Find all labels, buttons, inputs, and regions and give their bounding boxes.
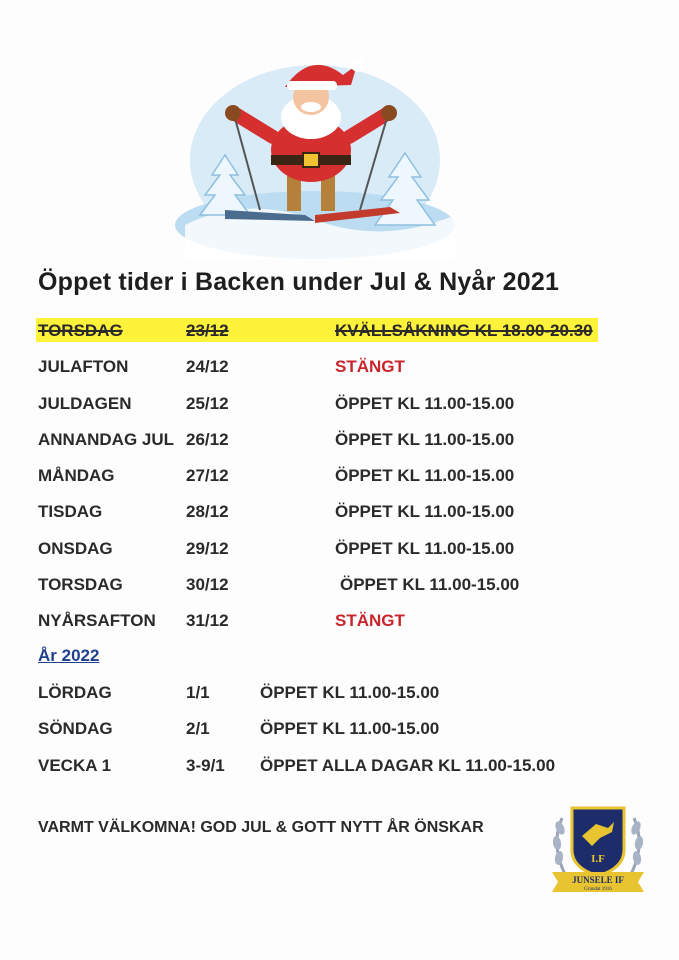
schedule-row (0, 572, 679, 598)
status-label: ÖPPET KL 11.00-15.00 (260, 719, 440, 738)
date-label: 3-9/1 (186, 756, 225, 775)
crest-founded: Grundat 1916 (584, 887, 612, 892)
date-label: 29/12 (186, 539, 229, 558)
day-label: NYÅRSAFTON (38, 611, 156, 630)
schedule-row (0, 499, 679, 525)
day-label: ANNANDAG JUL (38, 430, 174, 449)
junsele-if-crest (548, 798, 648, 902)
status-label: ÖPPET KL 11.00-15.00 (335, 430, 515, 449)
crest-initials: I.F (591, 853, 605, 865)
status-label: ÖPPET KL 11.00-15.00 (335, 539, 515, 558)
schedule-row (0, 753, 679, 779)
day-label: LÖRDAG (38, 683, 112, 702)
schedule-row (0, 536, 679, 562)
schedule-row (0, 680, 679, 706)
schedule-row (0, 716, 679, 742)
date-label: 27/12 (186, 466, 229, 485)
status-label: ÖPPET KL 11.00-15.00 (340, 575, 520, 594)
day-label: SÖNDAG (38, 719, 113, 738)
status-closed: STÄNGT (335, 357, 405, 376)
schedule-row (0, 463, 679, 489)
santa-skiing-illustration (165, 45, 465, 260)
day-label: MÅNDAG (38, 466, 115, 485)
day-label: ONSDAG (38, 539, 113, 558)
greeting-text: VARMT VÄLKOMNA! GOD JUL & GOTT NYTT ÅR ÖNSKAR (38, 819, 484, 836)
date-label: 31/12 (186, 611, 229, 630)
schedule-row (0, 354, 679, 380)
year-heading: År 2022 (38, 646, 100, 665)
crest-name: JUNSELE IF (572, 875, 624, 885)
date-label: 30/12 (186, 575, 229, 594)
date-label: 25/12 (186, 394, 229, 413)
status-label: ÖPPET ALLA DAGAR KL 11.00-15.00 (260, 756, 556, 775)
date-label: 28/12 (186, 502, 229, 521)
day-label: TISDAG (38, 502, 103, 521)
status-label: ÖPPET KL 11.00-15.00 (335, 394, 515, 413)
date-label: 26/12 (186, 430, 229, 449)
schedule-row (0, 427, 679, 453)
date-label: 23/12 (186, 321, 229, 340)
date-label: 2/1 (186, 719, 210, 738)
schedule-row (0, 318, 679, 344)
page-title: Öppet tider i Backen under Jul & Nyår 2021 (38, 268, 560, 296)
status-label: ÖPPET KL 11.00-15.00 (335, 466, 515, 485)
status-label: KVÄLLSÅKNING KL 18.00-20.30 (335, 321, 593, 340)
schedule-row (0, 391, 679, 417)
day-label: JULAFTON (38, 357, 129, 376)
day-label: TORSDAG (38, 575, 123, 594)
date-label: 24/12 (186, 357, 229, 376)
status-label: ÖPPET KL 11.00-15.00 (335, 502, 515, 521)
status-label: ÖPPET KL 11.00-15.00 (260, 683, 440, 702)
day-label: TORSDAG (38, 321, 123, 340)
schedule-row (0, 608, 679, 634)
status-closed: STÄNGT (335, 611, 405, 630)
date-label: 1/1 (186, 683, 210, 702)
day-label: VECKA 1 (38, 756, 112, 775)
day-label: JULDAGEN (38, 394, 132, 413)
